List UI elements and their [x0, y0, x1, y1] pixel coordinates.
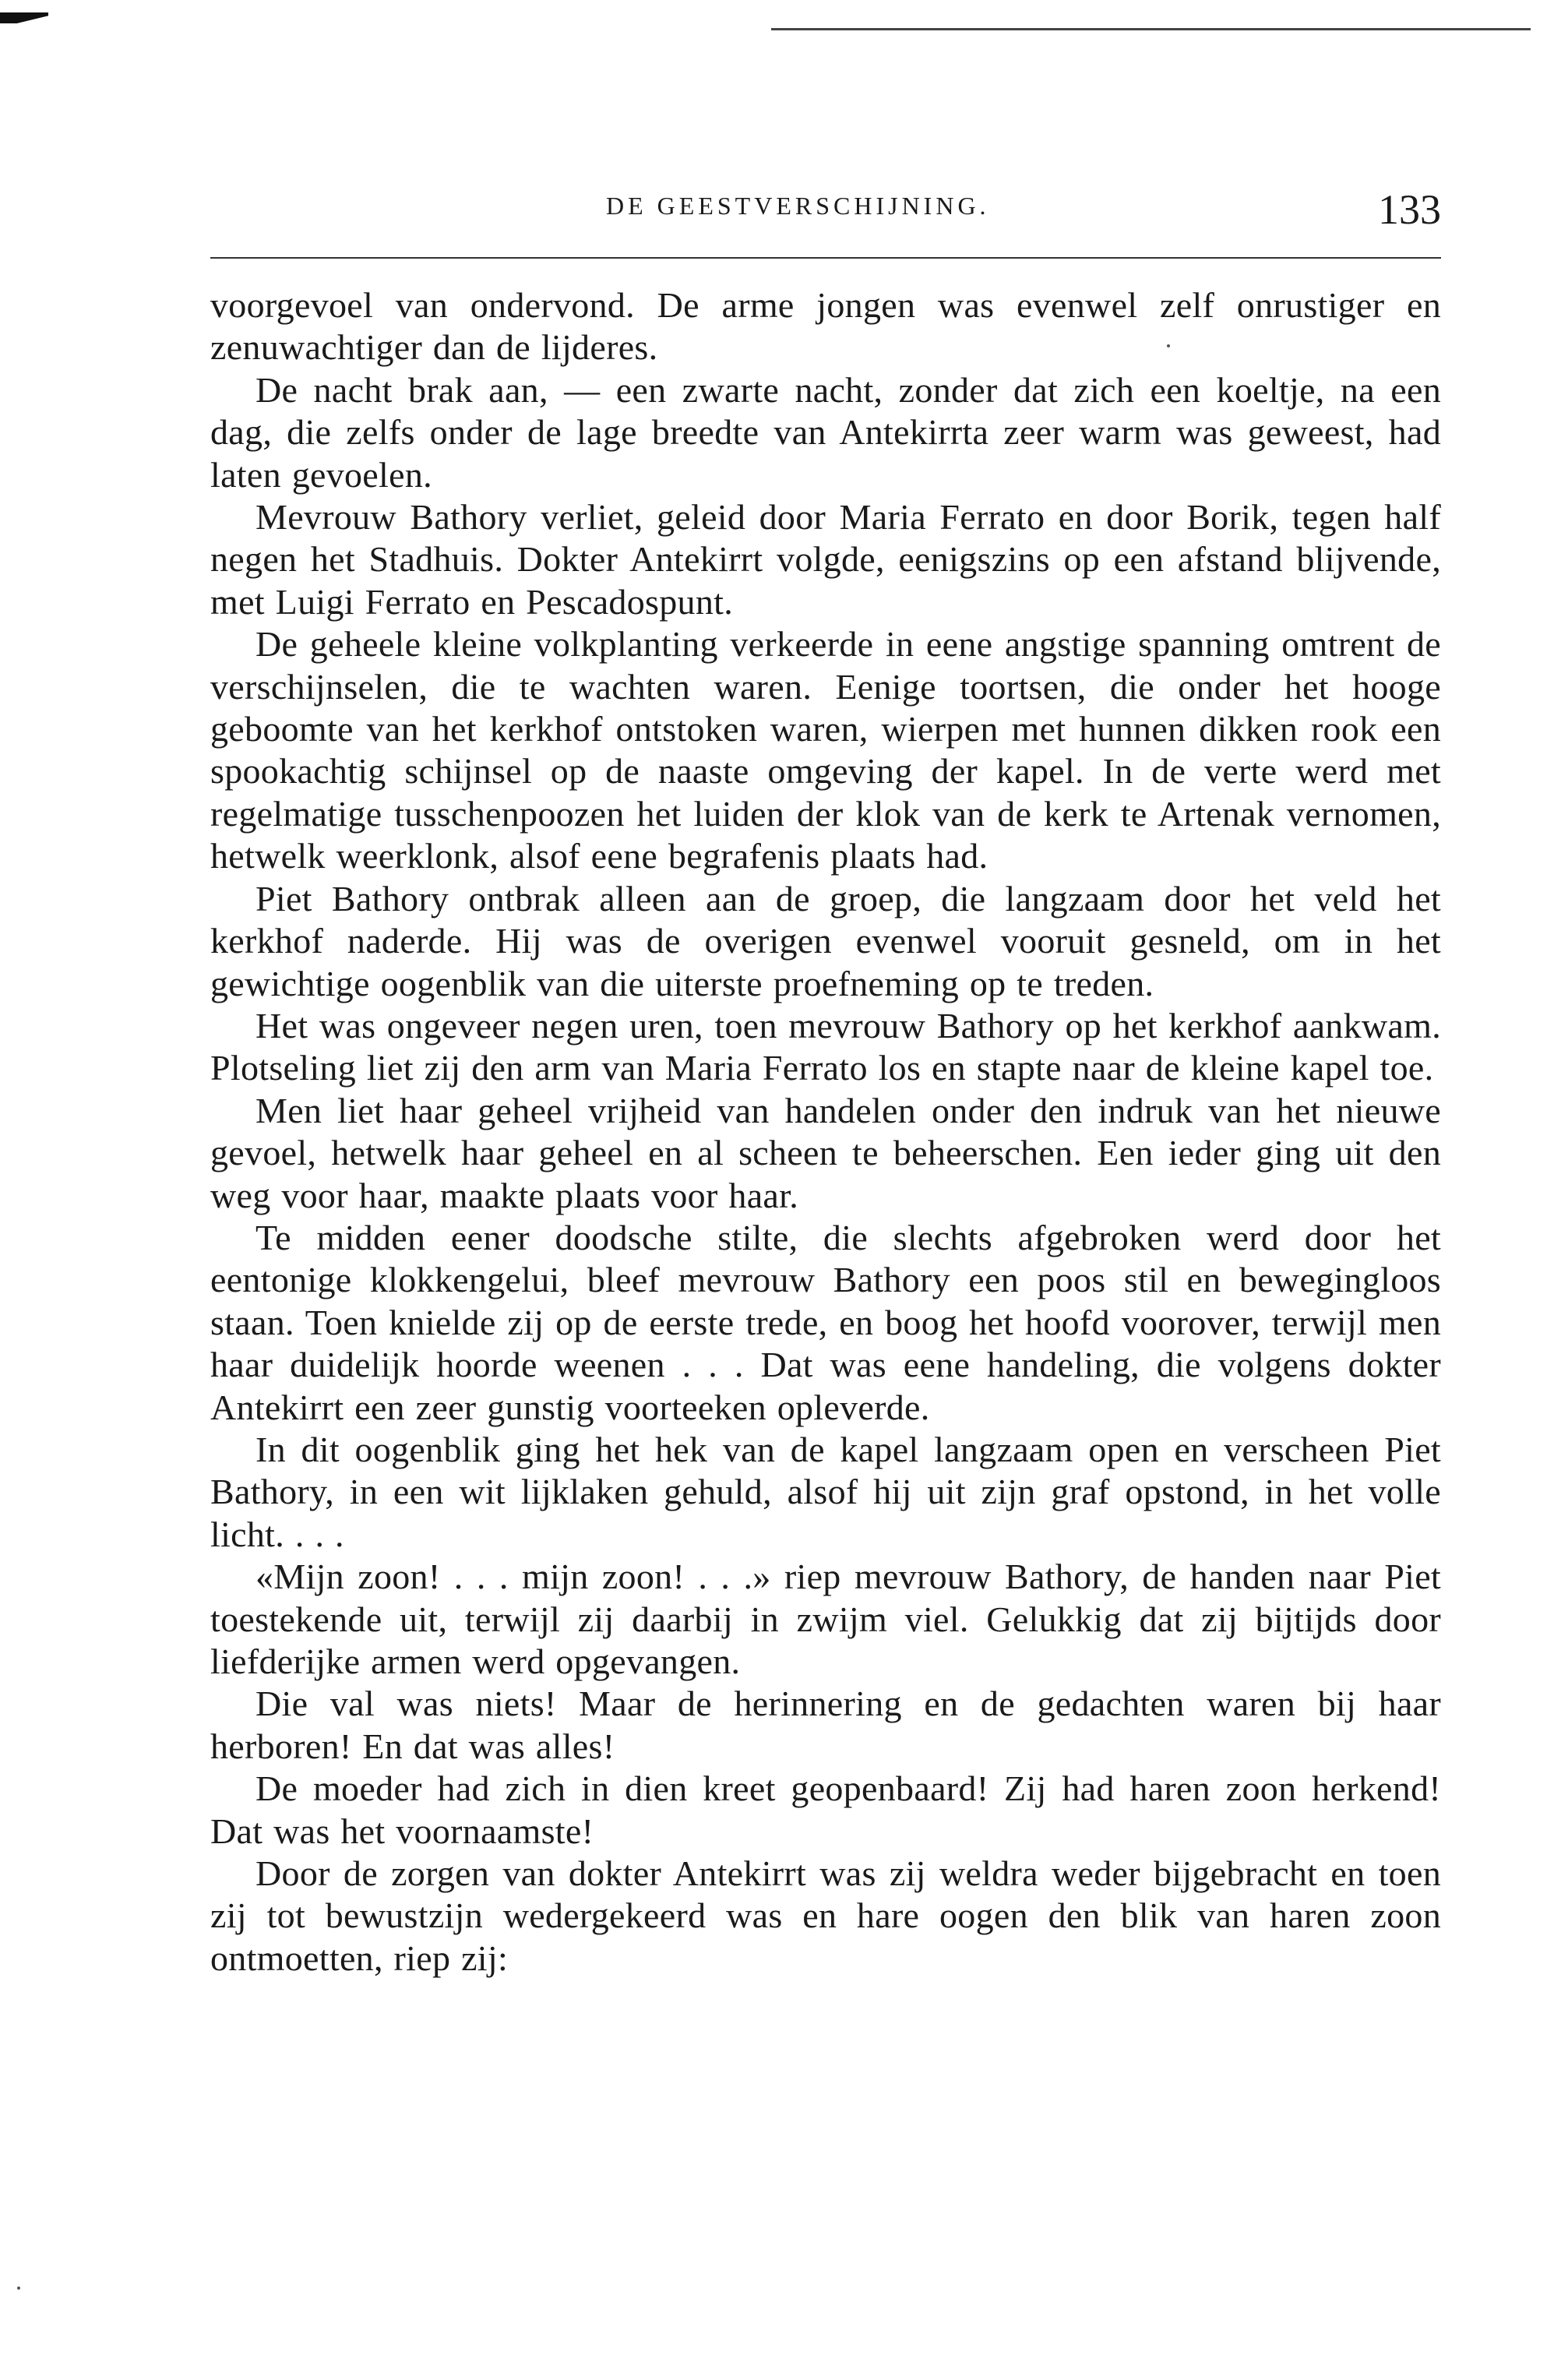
paragraph: Die val was niets! Maar de herinnering en de gedachten waren bij haar herboren! En dat was alles!: [210, 1684, 1441, 1766]
paragraph: De nacht brak aan, — een zwarte nacht, zonder dat zich een koeltje, na een dag, die zelfs onder de lage breedte van Antekirrta zeer warm was geweest, had laten gevoelen.: [210, 369, 1441, 495]
body-text: [210, 284, 1441, 1980]
top-page-rule: [771, 28, 1531, 30]
paragraph: Het was ongeveer negen uren, toen mevrouw Bathory op het kerkhof aankwam. Plotseling liet zij den arm van Maria Ferrato los en stapte naar de kleine kapel toe.: [210, 1005, 1441, 1088]
page-number: 133: [1378, 186, 1441, 233]
paragraph: De moeder had zich in dien kreet geopenbaard! Zij had haren zoon herkend! Dat was het voornaamste!: [210, 1768, 1441, 1851]
corner-printer-mark: [0, 12, 48, 23]
running-head: [210, 185, 1441, 240]
running-title: DE GEESTVERSCHIJNING.: [606, 192, 990, 220]
ink-speck: [17, 2287, 20, 2290]
paragraph: Men liet haar geheel vrijheid van handelen onder den indruk van het nieuwe gevoel, hetwelk haar geheel en al scheen te beheerschen. Een ieder ging uit den weg voor haar, maakte plaats voor haar.: [210, 1090, 1441, 1215]
paragraph: In dit oogenblik ging het hek van de kapel langzaam open en verscheen Piet Bathory, in een wit lijklaken gehuld, alsof hij uit zijn graf opstond, in het volle licht. . . .: [210, 1429, 1441, 1554]
paragraph: Piet Bathory ontbrak alleen aan de groep, die langzaam door het veld het kerkhof naderde. Hij was de overigen evenwel vooruit gesneld, om in het gewichtige oogenblik van die uiterste proefneming op te treden.: [210, 878, 1441, 1003]
paragraph: Te midden eener doodsche stilte, die slechts afgebroken werd door het eentonige klokkengelui, bleef mevrouw Bathory een poos stil en bewegingloos staan. Toen knielde zij op de eerste trede, en boog het hoofd voorover, terwijl men haar duidelijk hoorde weenen . . . Dat was eene handeling, die volgens dokter Antekirrt een zeer gunstig voorteeken opleverde.: [210, 1217, 1441, 1427]
paragraph: Door de zorgen van dokter Antekirrt was zij weldra weder bijgebracht en toen zij tot bewustzijn wedergekeerd was en hare oogen den blik van haren zoon ontmoetten, riep zij:: [210, 1853, 1441, 1978]
paragraph: «Mijn zoon! . . . mijn zoon! . . .» riep mevrouw Bathory, de handen naar Piet toestekende uit, terwijl zij daarbij in zwijm viel. Gelukkig dat zij bijtijds door liefderijke armen werd opgevangen.: [210, 1557, 1441, 1681]
paragraph: De geheele kleine volkplanting verkeerde in eene angstige spanning omtrent de verschijnselen, die te wachten waren. Eenige toortsen, die onder het hooge geboomte van het kerkhof ontstoken waren, wierpen met hunnen dikken rook een spookachtig schijnsel op de naaste omgeving der kapel. In de verte werd met regelmatige tusschenpoozen het luiden der klok van de kerk te Artenak vernomen, hetwelk weerklonk, alsof eene begrafenis plaats had.: [210, 624, 1441, 876]
ink-speck: [1167, 344, 1170, 347]
header-rule: [210, 257, 1441, 259]
paragraph: Mevrouw Bathory verliet, geleid door Maria Ferrato en door Borik, tegen half negen het Stadhuis. Dokter Antekirrt volgde, eenigszins op een afstand blijvende, met Luigi Ferrato en Pescadospunt.: [210, 497, 1441, 622]
paragraph: voorgevoel van ondervond. De arme jongen was evenwel zelf onrustiger en zenuwachtiger dan de lijderes.: [210, 285, 1441, 368]
